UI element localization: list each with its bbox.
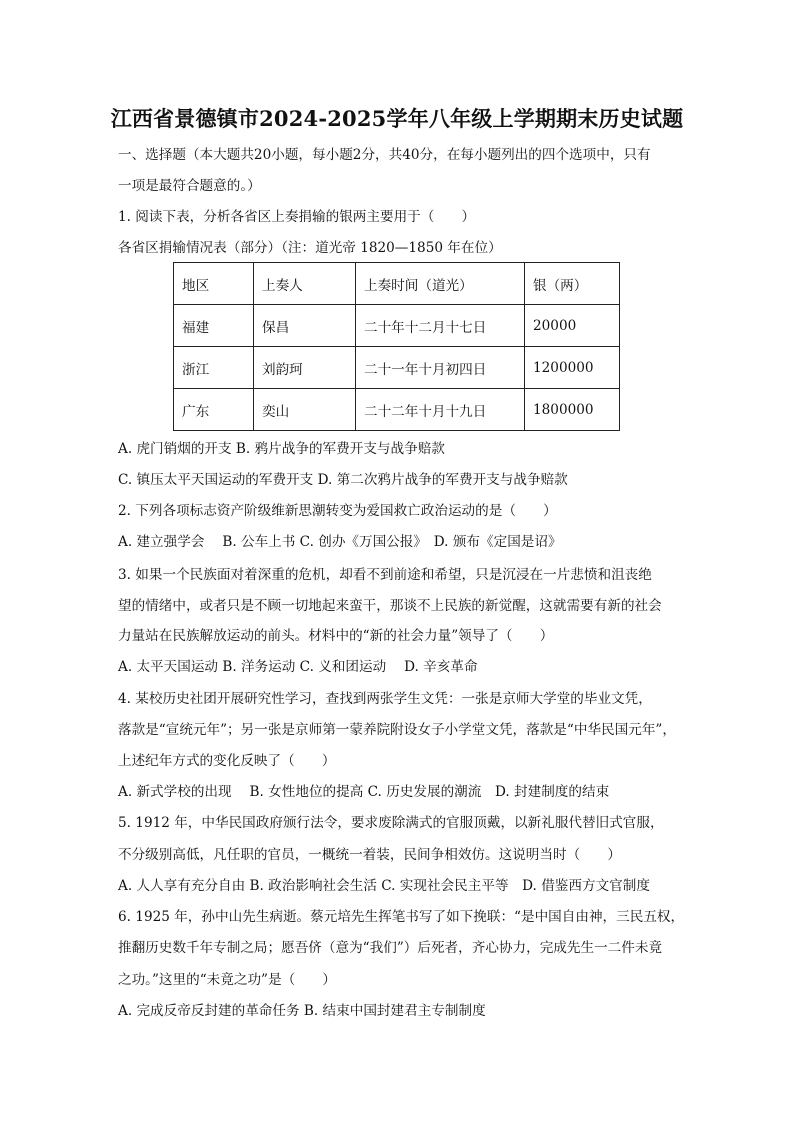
table-cell: 奕山 bbox=[254, 389, 356, 431]
question-3-line-3: 力量站在民族解放运动的前头。材料中的“新的社会力量”领导了（ ） bbox=[118, 628, 554, 644]
table-cell: 20000 bbox=[525, 305, 620, 347]
table-cell: 福建 bbox=[174, 305, 254, 347]
question-1-stem: 1. 阅读下表，分析各省区上奏捐输的银两主要用于（ ） bbox=[118, 209, 476, 225]
table-cell: 二十年十二月十七日 bbox=[356, 305, 525, 347]
question-6-options: A. 完成反帝反封建的革命任务 B. 结束中国封建君主专制制度 bbox=[118, 1003, 486, 1019]
question-2-options: A. 建立强学会 B. 公车上书 C. 创办《万国公报》 D. 颁布《定国是诏》 bbox=[118, 534, 562, 550]
table-header-cell: 银（两） bbox=[525, 263, 620, 305]
question-4-line-2: 落款是“宣统元年”；另一张是京师第一蒙养院附设女子小学堂文凭，落款是“中华民国元年”， bbox=[118, 722, 676, 738]
table-cell: 刘韵珂 bbox=[254, 347, 356, 389]
question-1-options-line-1: A. 虎门销烟的开支 B. 鸦片战争的军费开支与战争赔款 bbox=[118, 441, 445, 457]
question-1-options-line-2: C. 镇压太平天国运动的军费开支 D. 第二次鸦片战争的军费开支与战争赔款 bbox=[118, 472, 568, 488]
table-row bbox=[174, 347, 620, 389]
donation-table bbox=[173, 262, 620, 431]
table-row bbox=[174, 389, 620, 431]
table-header-cell: 上奏人 bbox=[254, 263, 356, 305]
table-cell: 二十二年十月十九日 bbox=[356, 389, 525, 431]
table-caption: 各省区捐输情况表（部分）（注：道光帝 1820—1850 年在位） bbox=[118, 240, 502, 256]
question-3-line-2: 望的情绪中，或者只是不顾一切地起来蛮干，那谈不上民族的新觉醒，这就需要有新的社会 bbox=[118, 598, 662, 614]
question-6-line-3: 之功。”这里的“未竟之功”是（ ） bbox=[118, 972, 336, 988]
section-instructions-line-1: 一、选择题（本大题共20小题，每小题2分，共40分，在每小题列出的四个选项中，只有 bbox=[118, 147, 651, 163]
table-header-cell: 地区 bbox=[174, 263, 254, 305]
question-3-options: A. 太平天国运动 B. 洋务运动 C. 义和团运动 D. 辛亥革命 bbox=[118, 659, 478, 675]
question-5-line-1: 5. 1912 年，中华民国政府颁行法令，要求废除满式的官服顶戴，以新礼服代替旧式官服， bbox=[118, 815, 664, 831]
section-instructions-line-2: 一项是最符合题意的。） bbox=[118, 178, 261, 194]
table-cell: 1800000 bbox=[525, 389, 620, 431]
question-6-line-1: 6. 1925 年，孙中山先生病逝。蔡元培先生挥笔书写了如下挽联：“是中国自由神，三民五权， bbox=[118, 909, 685, 925]
question-3-line-1: 3. 如果一个民族面对着深重的危机，却看不到前途和希望，只是沉浸在一片悲愤和沮丧绝 bbox=[118, 567, 652, 583]
table-cell: 浙江 bbox=[174, 347, 254, 389]
table-cell: 二十一年十月初四日 bbox=[356, 347, 525, 389]
question-6-line-2: 推翻历史数千年专制之局；愿吾侪（意为“我们”）后死者，齐心协力，完成先生一二件未竟 bbox=[118, 940, 663, 956]
question-4-line-3: 上述纪年方式的变化反映了（ ） bbox=[118, 753, 336, 769]
question-2-stem: 2. 下列各项标志资产阶级维新思潮转变为爱国救亡政治运动的是（ ） bbox=[118, 503, 557, 519]
question-4-options: A. 新式学校的出现 B. 女性地位的提高 C. 历史发展的潮流 D. 封建制度的结束 bbox=[118, 784, 610, 800]
table-cell: 保昌 bbox=[254, 305, 356, 347]
question-5-options: A. 人人享有充分自由 B. 政治影响社会生活 C. 实现社会民主平等 D. 借鉴西方文官制度 bbox=[118, 878, 650, 894]
table-cell: 广东 bbox=[174, 389, 254, 431]
table-row bbox=[174, 305, 620, 347]
table-header-row bbox=[174, 263, 620, 305]
table-cell: 1200000 bbox=[525, 347, 620, 389]
page-title: 江西省景德镇市2024-2025学年八年级上学期期末历史试题 bbox=[110, 106, 684, 131]
table-header-cell: 上奏时间（道光） bbox=[356, 263, 525, 305]
question-5-line-2: 不分级别高低，凡任职的官员，一概统一着装，民间争相效仿。这说明当时（ ） bbox=[118, 847, 621, 863]
question-4-line-1: 4. 某校历史社团开展研究性学习，查找到两张学生文凭：一张是京师大学堂的毕业文凭， bbox=[118, 691, 652, 707]
